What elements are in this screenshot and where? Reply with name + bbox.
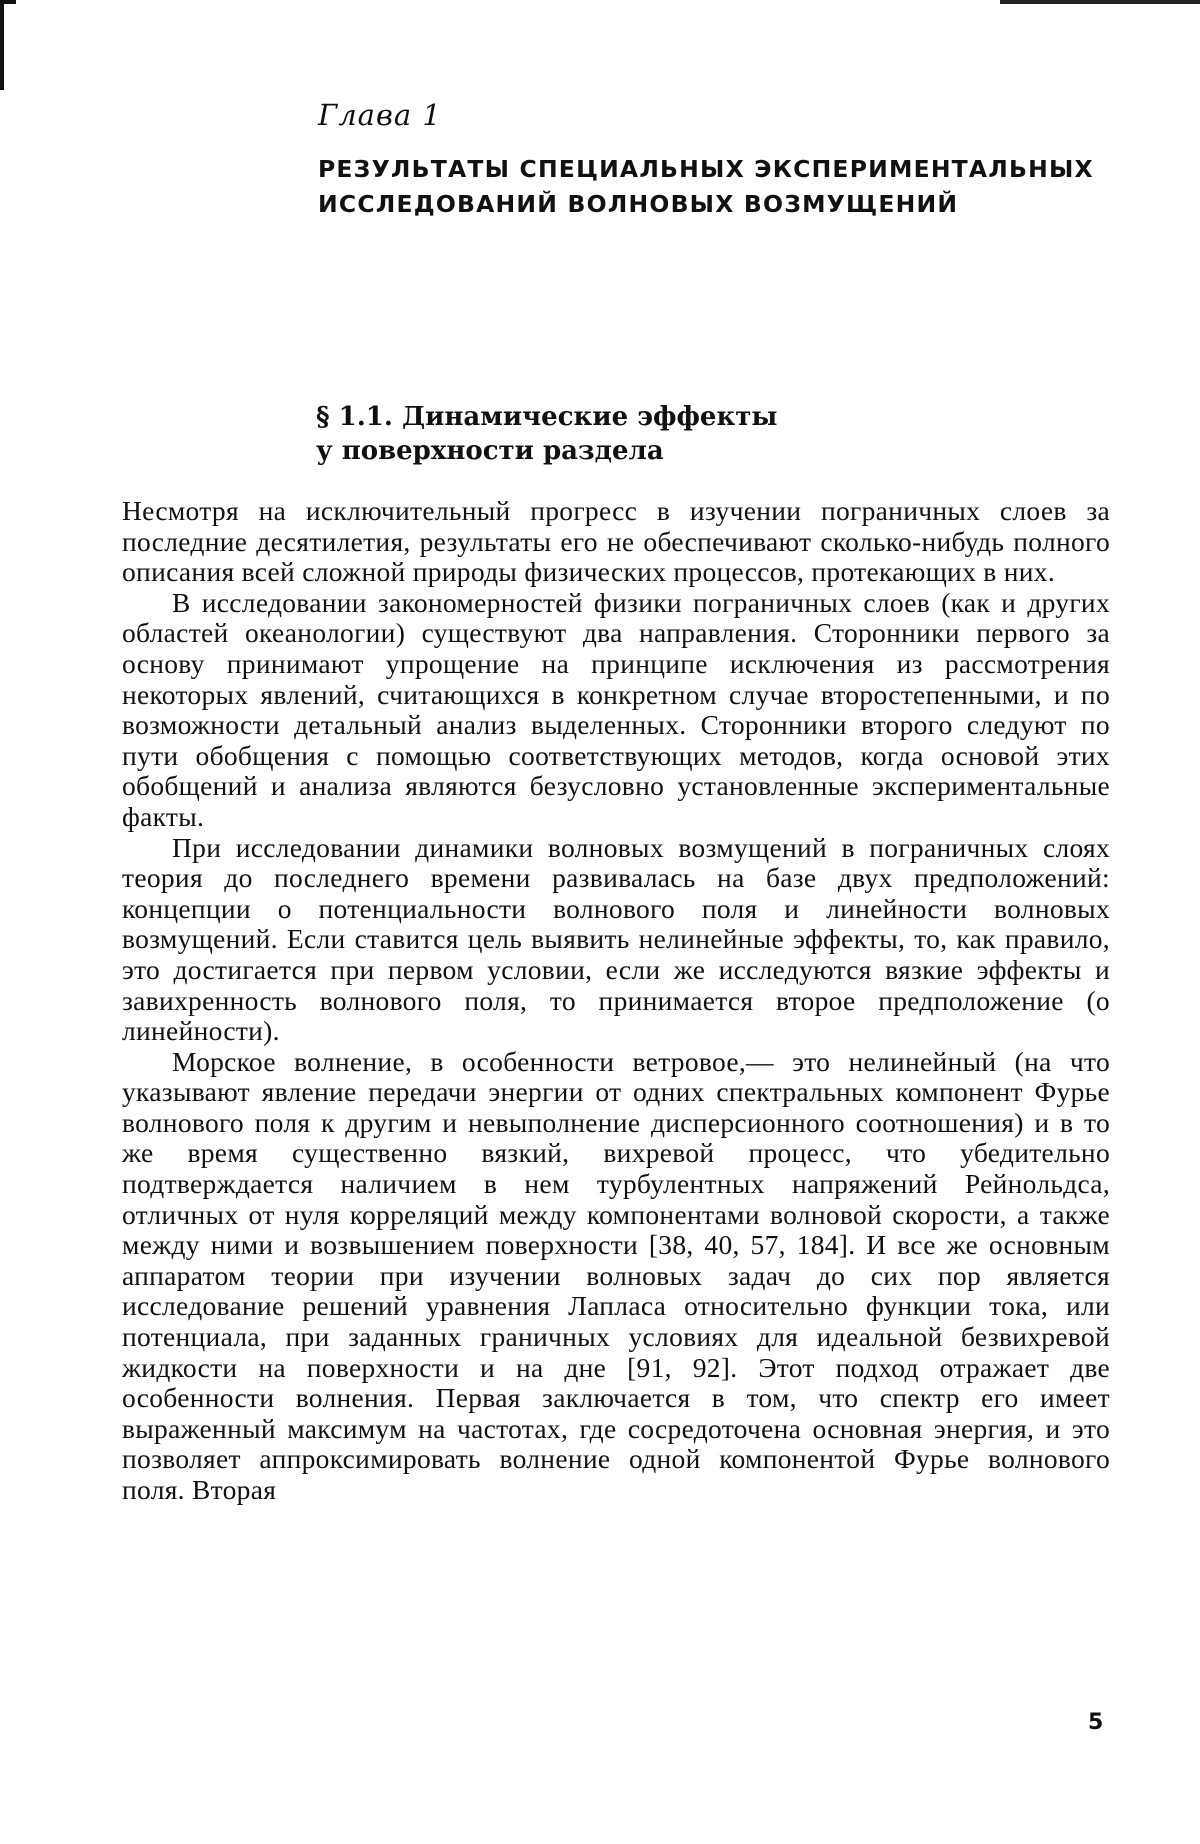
- paragraph: В исследовании закономерностей физики пограничных слоев (как и других областей океанологии) существуют два направления. Сторонники первого за основу принимают упрощение на принципе исключения из рассмотрения некоторых явлений, считающихся в конкретном случае второстепенными, и по возможности детальный анализ выделенных. Сторонники второго следуют по пути обобщения с помощью соответствующих методов, когда основой этих обобщений и анализа являются безусловно установленные экспериментальные факты.: [122, 588, 1110, 833]
- book-page: [0, 0, 1200, 1844]
- chapter-label: Глава 1: [318, 98, 442, 132]
- chapter-title-line: РЕЗУЛЬТАТЫ СПЕЦИАЛЬНЫХ ЭКСПЕРИМЕНТАЛЬНЫХ: [318, 152, 1118, 187]
- section-title-line: § 1.1. Динамические эффекты: [316, 400, 836, 434]
- scan-corner-mark: [0, 0, 16, 90]
- section-title-line: у поверхности раздела: [316, 434, 836, 468]
- paragraph: При исследовании динамики волновых возмущений в пограничных слоях теория до последнего времени развивалась на базе двух предположений: концепции о потенциальности волнового поля и линейности волновых возмущений. Если ставится цель выявить нелинейные эффекты, то, как правило, это достигается при первом условии, если же исследуются вязкие эффекты и завихренность волнового поля, то принимается второе предположение (о линейности).: [122, 833, 1110, 1047]
- page-number: 5: [1088, 1710, 1103, 1735]
- scan-top-edge: [1000, 0, 1200, 4]
- section-title: [316, 400, 836, 468]
- paragraph: Несмотря на исключительный прогресс в изучении пограничных слоев за последние десятилетия, результаты его не обеспечивают сколько-нибудь полного описания всей сложной природы физических процессов, протекающих в них.: [122, 496, 1110, 588]
- chapter-title-line: ИССЛЕДОВАНИЙ ВОЛНОВЫХ ВОЗМУЩЕНИЙ: [318, 187, 1118, 222]
- paragraph: Морское волнение, в особенности ветровое,— это нелинейный (на что указывают явление передачи энергии от одних спектральных компонент Фурье волнового поля к другим и невыполнение дисперсионного соотношения) и в то же время существенно вязкий, вихревой процесс, что убедительно подтверждается наличием в нем турбулентных напряжений Рейнольдса, отличных от нуля корреляций между компонентами волновой скорости, а также между ними и возвышением поверхности [38, 40, 57, 184]. И все же основным аппаратом теории при изучении волновых задач до сих пор является исследование решений уравнения Лапласа относительно функции тока, или потенциала, при заданных граничных условиях для идеальной безвихревой жидкости на поверхности и на дне [91, 92]. Этот подход отражает две особенности волнения. Первая заключается в том, что спектр его имеет выраженный максимум на частотах, где сосредоточена основная энергия, и это позволяет аппроксимировать волнение одной компонентой Фурье волнового поля. Вторая: [122, 1047, 1110, 1506]
- body-text: [122, 496, 1110, 1506]
- chapter-title: [318, 152, 1118, 222]
